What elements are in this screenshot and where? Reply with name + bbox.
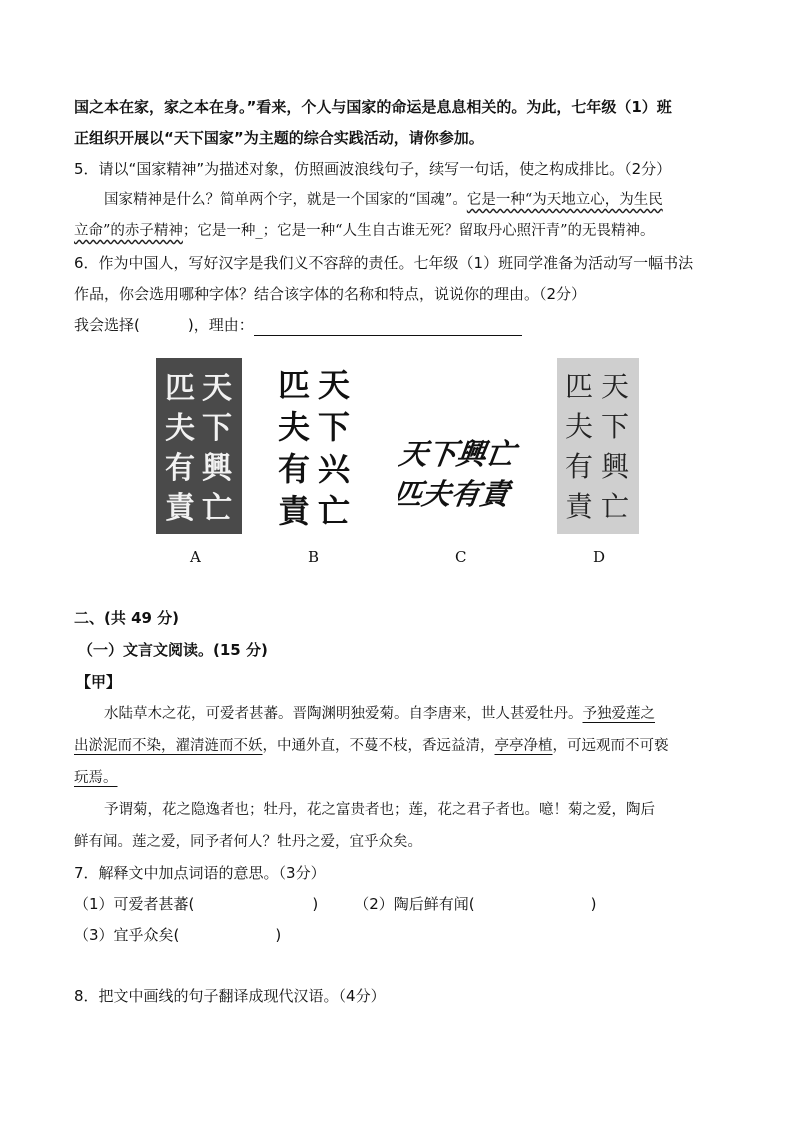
- calligraphy-a-char: 有: [165, 451, 195, 486]
- calligraphy-b-char: 兴: [317, 450, 351, 488]
- calligraphy-d-svg: [557, 358, 639, 534]
- calligraphy-b-char: 夫: [277, 408, 311, 446]
- q5-wavy-sentence-end: 立命”的赤子精神: [74, 223, 183, 239]
- calligraphy-d-char: 天: [600, 370, 630, 403]
- calligraphy-a-char: 亡: [202, 491, 232, 526]
- underlined-sentence: 予独爱莲之: [582, 706, 655, 722]
- q5-passage-text: 国家精神是什么？简单两个字，就是一个国家的“国魂”。: [104, 192, 467, 208]
- passage-line-1: [104, 703, 655, 725]
- q7-item-3: （3）宜乎众矣(: [74, 926, 180, 944]
- calligraphy-b-char: 責: [277, 492, 311, 530]
- calligraphy-a-char: 責: [165, 491, 195, 526]
- calligraphy-a-char: 興: [202, 451, 232, 486]
- q7-item-1-close: ): [312, 895, 319, 913]
- calligraphy-a-char: 夫: [165, 411, 195, 446]
- q6-stem-2: 作品，你会选用哪种字体？结合该字体的名称和特点，说说你的理由。（2分）: [74, 285, 587, 303]
- q6-answer-mid: )，理由：: [187, 316, 254, 334]
- passage-jia-label: 【甲】: [76, 673, 122, 691]
- passage-line-5: 鲜有闻。莲之爱，同予者何人？牡丹之爱，宜乎众矣。: [74, 834, 422, 850]
- underlined-sentence: 出淤泥而不染，濯清涟而不妖: [74, 738, 263, 754]
- q7-item-2-close: ): [590, 895, 597, 913]
- q7-items-row-2: [74, 924, 281, 946]
- passage-text: ，可远观而不可亵: [552, 738, 669, 754]
- q5-wavy-sentence: 它是一种“为天地立心，为生民: [466, 192, 663, 208]
- calligraphy-d-char: 興: [600, 450, 630, 483]
- calligraphy-b-char: 下: [317, 408, 351, 446]
- calligraphy-d-char: 下: [600, 410, 630, 443]
- calligraphy-a-svg: [156, 358, 242, 534]
- q6-reason-blank[interactable]: [254, 317, 522, 336]
- intro-line-1: 国之本在家，家之本在身。”看来，个人与国家的命运是息息相关的。为此，七年级（1）班: [74, 98, 672, 116]
- intro-line-2: 正组织开展以“天下国家”为主题的综合实践活动，请你参加。: [74, 129, 484, 147]
- passage-line-4: 予谓菊，花之隐逸者也；牡丹，花之富贵者也；莲，花之君子者也。噫！菊之爱，陶后: [104, 802, 655, 818]
- calligraphy-d-char: 夫: [564, 410, 594, 443]
- q7-stem: 7．解释文中加点词语的意思。（3分）: [74, 864, 326, 882]
- q5-stem: 5．请以“国家精神”为描述对象，仿照画波浪线句子，续写一句话，使之构成排比。（2分）: [74, 160, 672, 178]
- q5-passage-rest: ；它是一种_；它是一种“人生自古谁无死？留取丹心照汗青”的无畏精神。: [182, 223, 655, 239]
- calligraphy-option-c-image: [398, 430, 522, 516]
- q7-item-2: （2）陶后鲜有闻(: [354, 895, 475, 913]
- q8-stem: 8．把文中画线的句子翻译成现代汉语。（4分）: [74, 987, 386, 1005]
- calligraphy-option-b-image: [272, 360, 358, 532]
- option-label-d: D: [593, 548, 606, 566]
- calligraphy-a-char: 下: [202, 411, 232, 446]
- passage-text: ，中通外直，不蔓不枝，香远益清，: [262, 738, 495, 754]
- calligraphy-b-svg: [272, 360, 358, 532]
- calligraphy-b-char: 有: [277, 450, 311, 488]
- passage-text: 水陆草木之花，可爱者甚蕃。晋陶渊明独爱菊。自李唐来，世人甚爱牡丹。: [104, 706, 583, 722]
- underlined-sentence: 亭亭净植: [494, 738, 553, 754]
- passage-line-3: [74, 767, 118, 789]
- q7-item-3-close: ): [275, 926, 282, 944]
- q7-items-row-1: [74, 893, 597, 915]
- q7-item-1: （1）可爱者甚蕃(: [74, 895, 195, 913]
- calligraphy-option-a-image: [156, 358, 242, 534]
- passage-line-2: [74, 735, 669, 757]
- calligraphy-b-char: 匹: [277, 366, 311, 404]
- calligraphy-d-char: 匹: [564, 370, 594, 403]
- calligraphy-d-char: 亡: [600, 490, 630, 523]
- calligraphy-c-svg: [398, 430, 522, 516]
- q5-passage-line-2: [74, 220, 655, 242]
- option-label-a: A: [190, 548, 201, 566]
- q6-answer-prefix: 我会选择(: [74, 316, 140, 334]
- underlined-sentence: 玩焉。: [74, 770, 118, 786]
- calligraphy-a-char: 匹: [165, 371, 195, 406]
- q6-answer-line: [74, 314, 522, 336]
- q6-stem-1: 6．作为中国人，写好汉字是我们义不容辞的责任。七年级（1）班同学准备为活动写一幅书法: [74, 254, 694, 272]
- section-2-title: 二、(共 49 分): [74, 609, 180, 627]
- calligraphy-b-char: 亡: [317, 492, 351, 530]
- q5-passage-line-1: [104, 189, 663, 211]
- option-label-c: C: [455, 548, 467, 566]
- calligraphy-d-char: 有: [564, 450, 594, 483]
- calligraphy-d-char: 責: [564, 490, 594, 523]
- option-label-b: B: [308, 548, 320, 566]
- section-2-subtitle: （一）文言文阅读。(15 分): [78, 641, 268, 659]
- calligraphy-b-char: 天: [317, 366, 351, 404]
- calligraphy-option-d-image: [557, 358, 639, 534]
- calligraphy-c-line: 匹夫有責: [398, 477, 512, 511]
- calligraphy-c-line: 天下興亡: [398, 437, 517, 471]
- calligraphy-a-char: 天: [202, 371, 232, 406]
